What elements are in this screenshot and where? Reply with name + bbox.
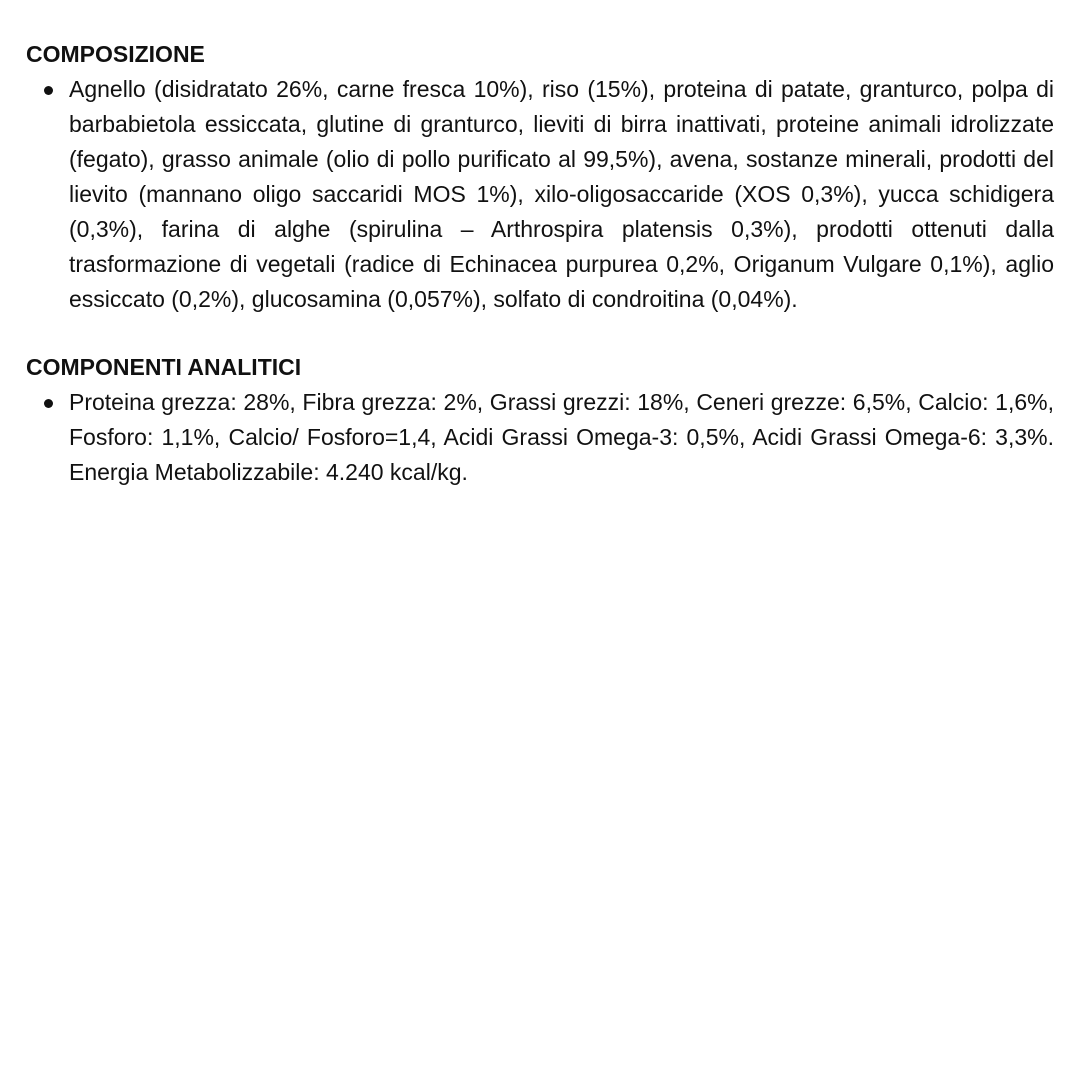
section-heading: COMPONENTI ANALITICI xyxy=(26,354,302,380)
list-item xyxy=(26,385,1054,490)
list-item-text: Agnello (disidratato 26%, carne fresca 10%), riso (15%), proteina di patate, granturco, polpa di barbabietola essiccata, glutine di granturco, lieviti di birra inattivati, proteine animali idrolizzate (fegato), grasso animale (olio di pollo purificato al 99,5%), avena, sostanze minerali, prodotti del lievito (mannano oligo saccaridi MOS 1%), xilo-oligosaccaride (XOS 0,3%), yucca schidigera (0,3%), farina di alghe (spirulina – Arthrospira platensis 0,3%), prodotti ottenuti dalla trasformazione di vegetali (radice di Echinacea purpurea 0,2%, Origanum Vulgare 0,1%), aglio essiccato (0,2%), glucosamina (0,057%), solfato di condroitina (0,04%). xyxy=(69,76,1054,312)
list-item xyxy=(26,72,1054,317)
document xyxy=(26,38,1054,524)
bullet-list xyxy=(26,72,1054,317)
bullet-icon xyxy=(44,86,53,95)
section-componenti-analitici xyxy=(26,351,1054,490)
list-item-text: Proteina grezza: 28%, Fibra grezza: 2%, Grassi grezzi: 18%, Ceneri grezze: 6,5%, Calcio: 1,6%, Fosforo: 1,1%, Calcio/ Fosforo=1,4, Acidi Grassi Omega-3: 0,5%, Acidi Grassi Omega-6: 3,3%. Energia Metabolizzabile: 4.240 kcal/kg. xyxy=(69,389,1054,485)
section-heading: COMPOSIZIONE xyxy=(26,41,205,67)
bullet-icon xyxy=(44,399,53,408)
section-composizione xyxy=(26,38,1054,317)
bullet-list xyxy=(26,385,1054,490)
